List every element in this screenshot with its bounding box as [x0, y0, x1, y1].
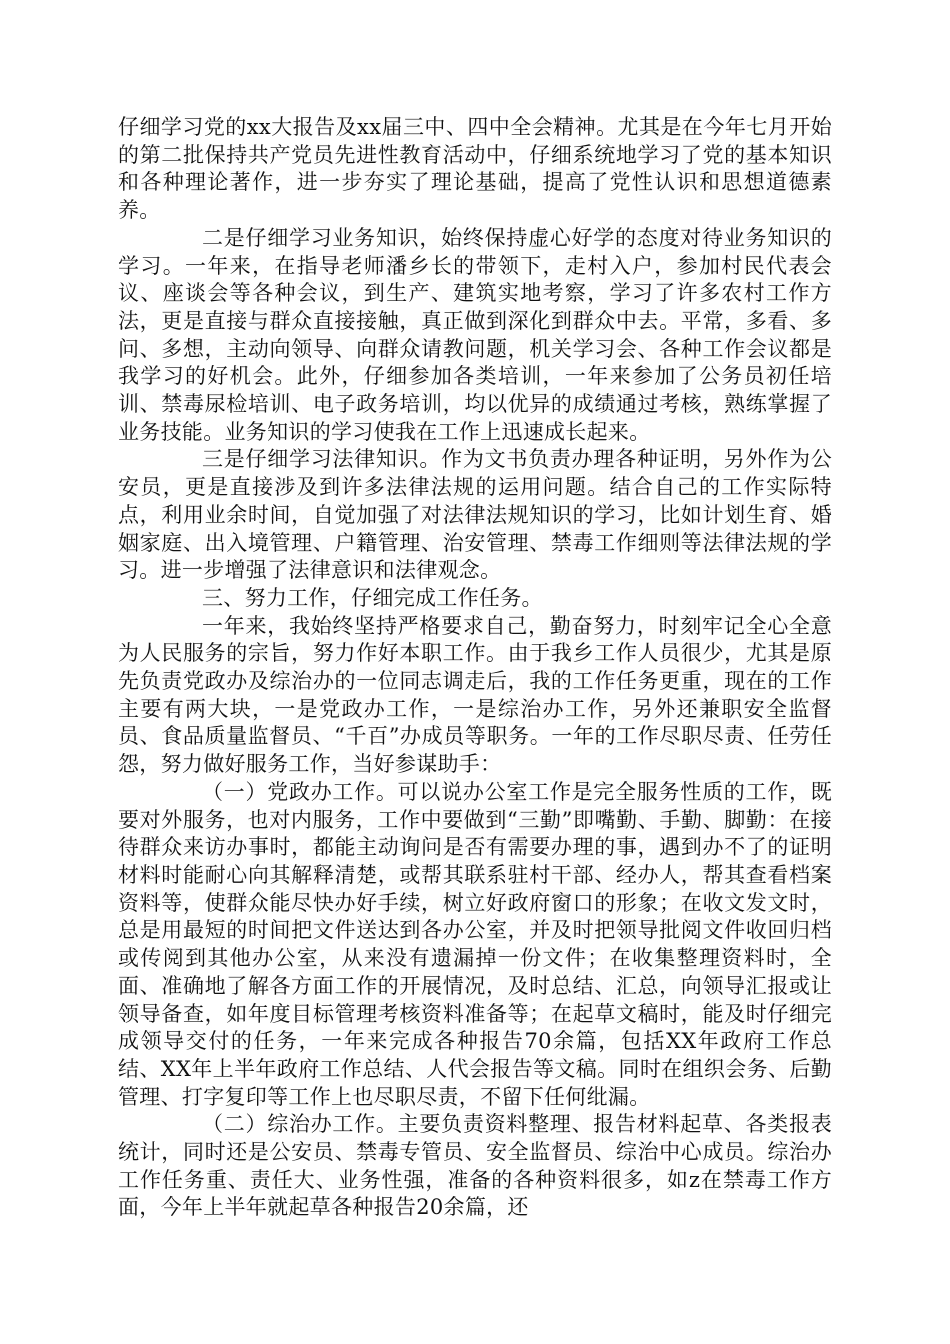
paragraph-party-study: 仔细学习党的xx大报告及xx届三中、四中全会精神。尤其是在今年七月开始的第二批保持共产党员先进性教育活动中，仔细系统地学习了党的基本知识和各种理论著作，进一步夯实了理论基础，提高了党性认识和思想道德素养。 — [118, 115, 832, 223]
paragraph-party-office-work: （一）党政办工作。可以说办公室工作是完全服务性质的工作，既要对外服务，也对内服务，工作中要做到“三勤”即嘴勤、手勤、脚勤：在接待群众来访办事时，都能主动询问是否有需要办理的事，遇到办不了的证明材料时能耐心向其解释清楚，或帮其联系驻村干部、经办人，帮其查看档案资料等，使群众能尽快办好手续，树立好政府窗口的形象；在收文发文时，总是用最短的时间把文件送达到各办公室，并及时把领导批阅文件收回归档或传阅到其他办公室，从来没有遗漏掉一份文件；在收集整理资料时，全面、准确地了解各方面工作的开展情况，及时总结、汇总，向领导汇报或让领导备查，如年度目标管理考核资料准备等；在起草文稿时，能及时仔细完成领导交付的任务，一年来完成各种报告70余篇，包括XX年政府工作总结、XX年上半年政府工作总结、人代会报告等文稿。同时在组织会务、后勤管理、打字复印等工作上也尽职尽责，不留下任何纰漏。 — [118, 779, 832, 1109]
paragraph-work-overview: 一年来，我始终坚持严格要求自己，勤奋努力，时刻牢记全心全意为人民服务的宗旨，努力作好本职工作。由于我乡工作人员很少，尤其是原先负责党政办及综治办的一位同志调走后，我的工作任务更重，现在的工作主要有两大块，一是党政办工作，一是综治办工作，另外还兼职安全监督员、食品质量监督员、“千百”办成员等职务。一年的工作尽职尽责、任劳任怨，努力做好服务工作，当好参谋助手： — [118, 613, 832, 777]
paragraph-legal-knowledge: 三是仔细学习法律知识。作为文书负责办理各种证明，另外作为公安员，更是直接涉及到许多法律法规的运用问题。结合自己的工作实际特点，利用业余时间，自觉加强了对法律法规知识的学习，比如计划生育、婚姻家庭、出入境管理、户籍管理、治安管理、禁毒工作细则等法律法规的学习。进一步增强了法律意识和法律观念。 — [118, 447, 832, 583]
paragraph-comprehensive-governance-work: （二）综治办工作。主要负责资料整理、报告材料起草、各类报表统计，同时还是公安员、禁毒专管员、安全监督员、综治中心成员。综治办工作任务重、责任大、业务性强，准备的各种资料很多，如z在禁毒工作方面，今年上半年就起草各种报告20余篇，还 — [118, 1112, 832, 1220]
document-body — [118, 114, 832, 1222]
section-heading-work-tasks: 三、努力工作，仔细完成工作任务。 — [202, 585, 543, 610]
paragraph-business-knowledge: 二是仔细学习业务知识，始终保持虚心好学的态度对待业务知识的学习。一年来，在指导老师潘乡长的带领下，走村入户，参加村民代表会议、座谈会等各种会议，到生产、建筑实地考察，学习了许多农村工作方法，更是直接与群众直接接触，真正做到深化到群众中去。平常，多看、多问、多想，主动向领导、向群众请教问题，机关学习会、各种工作会议都是我学习的好机会。此外，仔细参加各类培训，一年来参加了公务员初任培训、禁毒尿检培训、电子政务培训，均以优异的成绩通过考核，熟练掌握了业务技能。业务知识的学习使我在工作上迅速成长起来。 — [118, 225, 832, 444]
